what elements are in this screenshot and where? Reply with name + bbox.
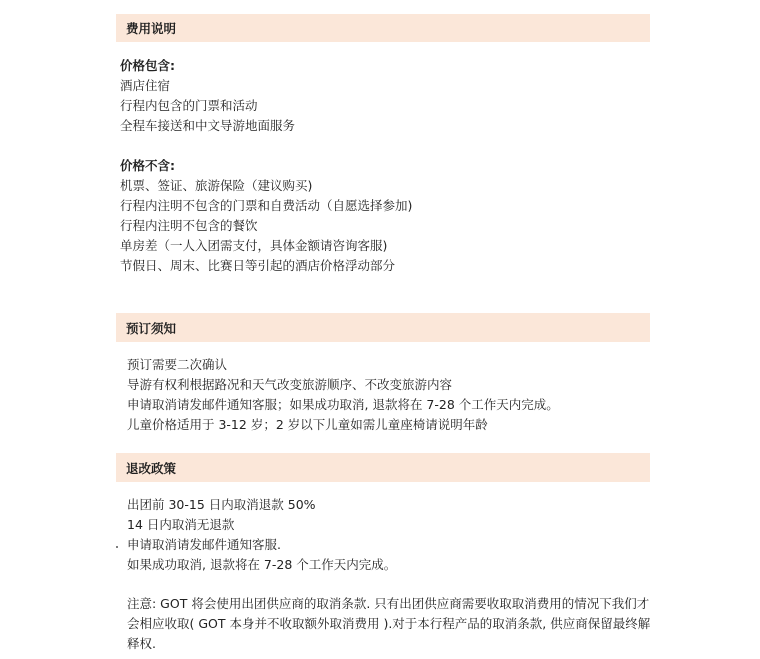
fees-included-title: 价格包含:	[120, 58, 175, 73]
booking-header-title: 预订须知	[126, 320, 177, 336]
fees-excluded-item: 节假日、周末、比赛日等引起的酒店价格浮动部分	[120, 258, 396, 273]
booking-note-line: 申请取消请发邮件通知客服；如果成功取消, 退款将在 7-28 个工作天内完成。	[127, 397, 559, 412]
booking-notes-block	[127, 355, 559, 435]
booking-note-line: 儿童价格适用于 3-12 岁；2 岁以下儿童如需儿童座椅请说明年龄	[127, 417, 488, 432]
fees-included-item: 全程车接送和中文导游地面服务	[120, 118, 296, 133]
fees-included-block	[120, 56, 295, 136]
fees-included-item: 酒店住宿	[120, 78, 171, 93]
stray-dot	[116, 546, 118, 548]
fees-included-item: 行程内包含的门票和活动	[120, 98, 258, 113]
refund-policy-line: 如果成功取消, 退款将在 7-28 个工作天内完成。	[127, 557, 397, 572]
fees-excluded-block	[120, 156, 412, 276]
refund-policy-line: 申请取消请发邮件通知客服.	[127, 537, 281, 552]
refund-policy-line: 出团前 30-15 日内取消退款 50%	[127, 497, 316, 512]
fees-header-title: 费用说明	[126, 21, 177, 36]
fees-section-header	[116, 14, 650, 42]
fees-excluded-item: 单房差（一人入团需支付，具体金额请咨询客服)	[120, 238, 388, 253]
fees-excluded-item: 行程内注明不包含的门票和自费活动（自愿选择参加)	[120, 198, 413, 213]
booking-note-line: 预订需要二次确认	[127, 357, 228, 372]
fees-excluded-item: 机票、签证、旅游保险（建议购买)	[120, 178, 313, 193]
fees-excluded-item: 行程内注明不包含的餐饮	[120, 218, 258, 233]
refund-policy-line: 14 日内取消无退款	[127, 517, 235, 532]
refund-section-header	[116, 453, 650, 482]
refund-policy-block	[127, 495, 396, 575]
refund-note: 注意: GOT 将会使用出团供应商的取消条款. 只有出团供应商需要收取取消费用的情况下我们才会相应收取( GOT 本身并不收取额外取消费用 ).对于本行程产品的取消条款, 供应商保留最终解释权.	[127, 596, 651, 651]
fees-excluded-title: 价格不含:	[120, 158, 175, 173]
refund-header-title: 退改政策	[126, 460, 177, 476]
booking-note-line: 导游有权利根据路况和天气改变旅游顺序、不改变旅游内容	[127, 377, 453, 392]
booking-section-header	[116, 313, 650, 342]
